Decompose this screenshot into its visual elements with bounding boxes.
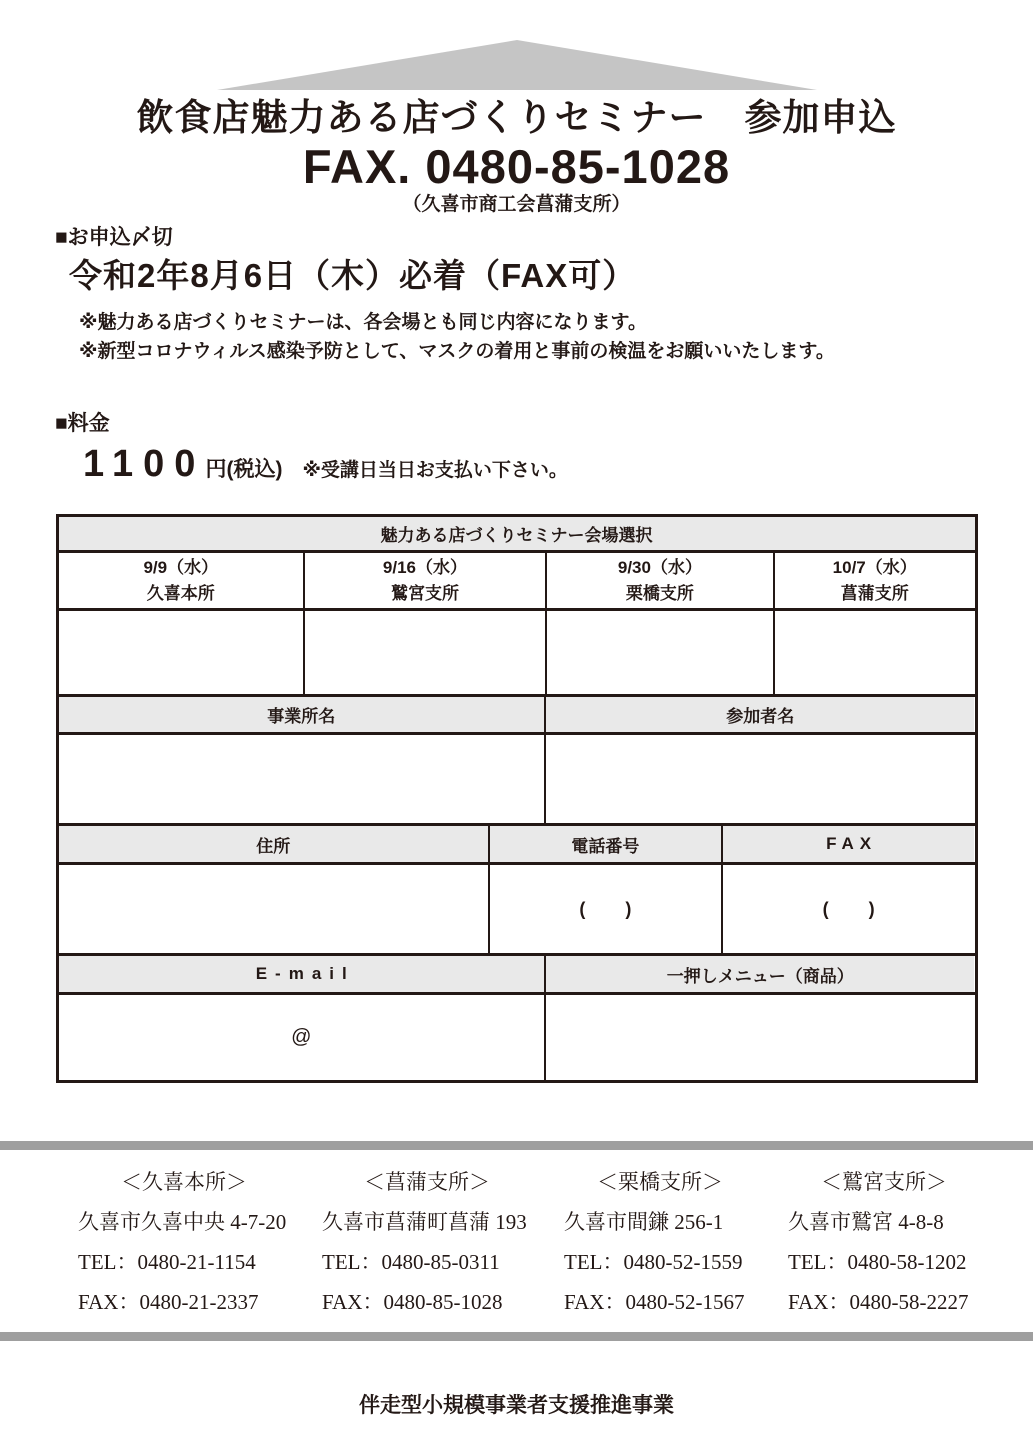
name-entry-row <box>59 732 975 823</box>
fax-parentheses: ( ) <box>822 898 875 919</box>
office-fax: FAX：0480-85-1028 <box>322 1290 503 1315</box>
office-column-kuki <box>78 1162 290 1322</box>
deadline-date: 令和2年8月6日（木）必着（FAX可） <box>69 256 637 294</box>
address-header: 住所 <box>59 826 489 862</box>
fee-section-label: ■料金 <box>55 411 110 435</box>
business-name-header: 事業所名 <box>59 697 544 732</box>
fee-line <box>83 443 1033 486</box>
office-address: 久喜市鷲宮 4-8-8 <box>788 1210 944 1235</box>
note-line-2: ※新型コロナウィルス感染予防として、マスクの着用と事前の検温をお願いいたします。 <box>79 341 835 363</box>
participant-name-entry-cell <box>544 735 975 823</box>
venue-header-kuki <box>59 553 304 608</box>
fax-header: FAX <box>721 826 975 862</box>
venue-header-washinomiya <box>303 553 545 608</box>
venue-date: 9/16（水） <box>382 558 468 578</box>
at-sign: @ <box>291 1026 312 1049</box>
office-name: ＜鷲宮支所＞ <box>821 1170 947 1195</box>
venue-header-shobu <box>773 553 975 608</box>
office-column-shobu <box>322 1162 532 1322</box>
deadline-section <box>55 225 1033 367</box>
fee-amount: 1100 <box>83 443 206 486</box>
contact-entry-row <box>59 862 975 953</box>
venue-date: 10/7（水） <box>832 558 917 578</box>
office-tel: TEL：0480-85-0311 <box>322 1250 500 1275</box>
fax-number-heading: FAX. 0480-85-1028 <box>302 140 731 194</box>
menu-header: 一押しメニュー（商品） <box>544 956 975 992</box>
fee-unit: 円(税込) <box>205 458 283 482</box>
office-address: 久喜市久喜中央 4-7-20 <box>78 1210 287 1235</box>
office-tel: TEL：0480-52-1559 <box>564 1250 743 1275</box>
note-line-1: ※魅力ある店づくりセミナーは、各会場とも同じ内容になります。 <box>79 312 647 334</box>
email-header: E-mail <box>59 956 544 992</box>
venue-select-entry-row <box>59 608 975 694</box>
office-name: ＜菖蒲支所＞ <box>364 1170 490 1195</box>
office-tel: TEL：0480-58-1202 <box>788 1250 967 1275</box>
participant-name-header: 参加者名 <box>544 697 975 732</box>
contact-header-row <box>59 823 975 862</box>
fax-entry-cell <box>721 865 975 953</box>
fee-note: ※受講日当日お支払い下さい。 <box>302 460 568 482</box>
menu-entry-cell <box>544 995 975 1080</box>
program-footer: 伴走型小規模事業者支援推進事業 <box>359 1394 674 1418</box>
venue-date: 9/9（水） <box>143 558 219 578</box>
phone-header: 電話番号 <box>488 826 721 862</box>
office-fax: FAX：0480-52-1567 <box>564 1290 745 1315</box>
fax-office-subtitle: （久喜市商工会菖蒲支所） <box>402 193 631 215</box>
venue-date-header-row <box>59 550 975 608</box>
divider-bar-top <box>0 1141 1033 1150</box>
office-fax: FAX：0480-58-2227 <box>788 1290 969 1315</box>
office-address: 久喜市間鎌 256-1 <box>564 1210 724 1235</box>
venue-name: 菖蒲支所 <box>840 583 909 603</box>
office-contact-list <box>0 1162 1033 1322</box>
office-name: ＜栗橋支所＞ <box>597 1170 723 1195</box>
office-column-washinomiya <box>788 1162 980 1322</box>
address-entry-cell <box>59 865 489 953</box>
office-column-kurihashi <box>564 1162 756 1322</box>
office-address: 久喜市菖蒲町菖蒲 193 <box>322 1210 527 1235</box>
office-tel: TEL：0480-21-1154 <box>78 1250 256 1275</box>
venue-select-cell-kurihashi <box>545 611 773 694</box>
deadline-section-label: ■お申込〆切 <box>55 225 173 249</box>
venue-select-header: 魅力ある店づくりセミナー会場選択 <box>59 517 975 550</box>
office-name: ＜久喜本所＞ <box>121 1170 247 1195</box>
venue-name: 鷲宮支所 <box>390 583 459 603</box>
divider-bar-bottom <box>0 1332 1033 1341</box>
venue-header-kurihashi <box>545 553 773 608</box>
email-header-row <box>59 953 975 992</box>
venue-name: 栗橋支所 <box>625 583 694 603</box>
venue-name: 久喜本所 <box>146 583 215 603</box>
office-fax: FAX：0480-21-2337 <box>78 1290 259 1315</box>
venue-select-cell-kuki <box>59 611 304 694</box>
phone-parentheses: ( ) <box>579 898 632 919</box>
email-entry-cell <box>59 995 544 1080</box>
venue-select-cell-shobu <box>773 611 975 694</box>
venue-select-header-row <box>59 517 975 550</box>
business-name-entry-cell <box>59 735 544 823</box>
name-header-row <box>59 694 975 732</box>
venue-date: 9/30（水） <box>617 558 702 578</box>
email-entry-row <box>59 992 975 1080</box>
roof-triangle-decoration <box>217 40 817 90</box>
deadline-notes <box>79 308 1033 367</box>
fee-section <box>55 411 1033 486</box>
venue-select-cell-washinomiya <box>303 611 545 694</box>
application-table <box>56 514 978 1083</box>
phone-entry-cell <box>488 865 721 953</box>
form-title: 飲食店魅力ある店づくりセミナー 参加申込 <box>136 97 897 138</box>
